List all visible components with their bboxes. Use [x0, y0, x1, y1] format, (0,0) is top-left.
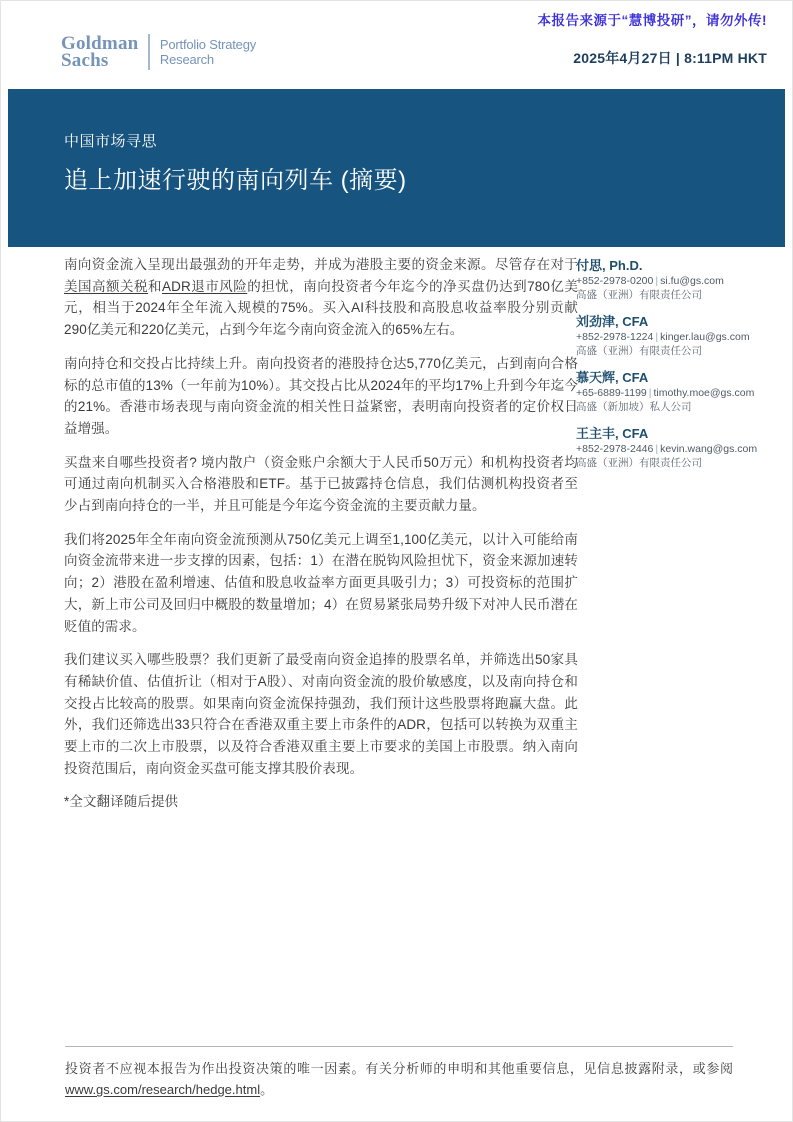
logo-divider: [148, 34, 150, 70]
analyst-list: [576, 257, 756, 481]
analyst-name: 付思, Ph.D.: [576, 258, 643, 273]
analyst-phone: +852-2978-1224: [576, 331, 654, 343]
paragraph-flow-forecast: 我们将2025年全年南向资金流预测从750亿美元上调至1,100亿美元，以计入可能给南向资金流带来进一步支撑的因素，包括：1）在潜在脱钩风险担忧下，资金来源加速转向；2）港股在盈利增速、估值和股息收益率方面更具吸引力；3）可投资标的范围扩大，新上市公司及回归中概股的数量增加；4）在贸易紧张局势升级下对冲人民币潜在贬值的需求。: [64, 531, 578, 634]
disclaimer-text: 投资者不应视本报告为作出投资决策的唯一因素。有关分析师的申明和其他重要信息，见信息披露附录，或参阅: [65, 1061, 733, 1076]
report-body: [64, 254, 578, 825]
analyst-contact: [576, 330, 756, 344]
report-title: 追上加速行驶的南向列车 (摘要): [64, 167, 407, 194]
p1-text-mid: 和: [148, 278, 162, 294]
report-header: [61, 34, 767, 70]
contact-separator: |: [648, 387, 652, 399]
logo-line-2: Sachs: [61, 50, 109, 71]
analyst-name: 王主丰, CFA: [576, 426, 649, 441]
series-title: 中国市场寻思: [64, 133, 158, 150]
p1-text-pre: 南向资金流入呈现出最强劲的开年走势，并成为港股主要的资金来源。尽管存在对于: [64, 257, 578, 272]
paragraph-holdings-turnover: 南向持仓和交投占比持续上升。南向投资者的港股持仓达5,770亿美元，占到南向合格标的总市值的13%（一年前为10%）。其交投占比从2024年的平均17%上升到今年迄今的21%。香港市场表现与南向资金流的相关性日益紧密，表明南向投资者的定价权日益增强。: [64, 355, 578, 436]
paragraph-stock-recommendations: 我们建议买入哪些股票？我们更新了最受南向资金追捧的股票名单，并筛选出50家具有稀缺价值、估值折让（相对于A股）、对南向资金流的股价敏感度，以及南向持仓和交投占比较高的股票。如果南向资金流保持强劲，我们预计这些股票将跑赢大盘。此外，我们还筛选出33只符合在香港双重主要上市条件的ADR，包括可以转换为双重主要上市的二次上市股票，以及符合香港双重主要上市要求的美国上市股票。纳入南向投资范围后，南向资金买盘可能支撑其股价表现。: [64, 652, 578, 776]
analyst-company: 高盛（亚洲）有限责任公司: [576, 345, 702, 357]
analyst-name: 刘劲津, CFA: [576, 314, 649, 329]
analyst-phone: +852-2978-2446: [576, 443, 654, 455]
analyst-email[interactable]: si.fu@gs.com: [660, 275, 724, 287]
analyst-email[interactable]: timothy.moe@gs.com: [653, 387, 755, 399]
source-disclaimer: 本报告来源于“慧博投研”，请勿外传!: [537, 13, 767, 28]
analyst-contact: [576, 442, 756, 456]
analyst-email[interactable]: kevin.wang@gs.com: [660, 443, 758, 455]
contact-separator: |: [655, 443, 659, 455]
division-name: [160, 37, 256, 68]
paragraph-investor-types: 买盘来自哪些投资者? 境内散户（资金账户余额大于人民币50万元）和机构投资者均可通过南向机制买入合格港股和ETF。基于已披露持仓信息，我们估测机构投资者至少占到南向持仓的一半，并且可能是今年迄今资金流的主要贡献力量。: [64, 454, 578, 514]
publication-datetime: 2025年4月27日 | 8:11PM HKT: [573, 50, 767, 66]
analyst-email[interactable]: kinger.lau@gs.com: [660, 331, 750, 343]
analyst-card: [576, 369, 756, 414]
legal-disclaimer: [65, 1046, 733, 1100]
contact-separator: |: [655, 331, 659, 343]
analyst-card: [576, 257, 756, 302]
analyst-company: 高盛（亚洲）有限责任公司: [576, 457, 702, 469]
analyst-phone: +65-6889-1199: [576, 387, 647, 399]
analyst-company: 高盛（新加坡）私人公司: [576, 401, 692, 413]
hedge-disclosure-link[interactable]: www.gs.com/research/hedge.html: [65, 1082, 261, 1097]
p1-text-post: 的担忧，南向投资者今年迄今的净买盘仍达到780亿美元，相当于2024年全年流入规模的75%。买入AI科技股和高股息收益率股分别贡献290亿美元和220亿美元，占到今年迄今南向资金流入的65%左右。: [64, 278, 578, 338]
analyst-name: 慕天辉, CFA: [576, 370, 649, 385]
translation-footnote: *全文翻译随后提供: [64, 794, 179, 810]
contact-separator: |: [655, 275, 659, 287]
title-banner: [8, 89, 785, 247]
division-line-1: Portfolio Strategy: [159, 36, 257, 52]
paragraph-southbound-flows: [64, 254, 578, 341]
disclaimer-period: 。: [260, 1082, 274, 1097]
analyst-company: 高盛（亚洲）有限责任公司: [576, 289, 702, 301]
link-us-tariffs[interactable]: 美国高额关税: [64, 278, 148, 294]
analyst-contact: [576, 274, 756, 288]
logo-line-1: Goldman: [61, 33, 139, 54]
analyst-card: [576, 425, 756, 470]
analyst-card: [576, 313, 756, 358]
goldman-sachs-logo: [61, 34, 256, 70]
link-adr-delisting-risk[interactable]: ADR退市风险: [162, 278, 248, 294]
analyst-contact: [576, 386, 756, 400]
division-line-2: Research: [159, 52, 214, 67]
analyst-phone: +852-2978-0200: [576, 275, 654, 287]
logo-wordmark: [61, 35, 138, 69]
